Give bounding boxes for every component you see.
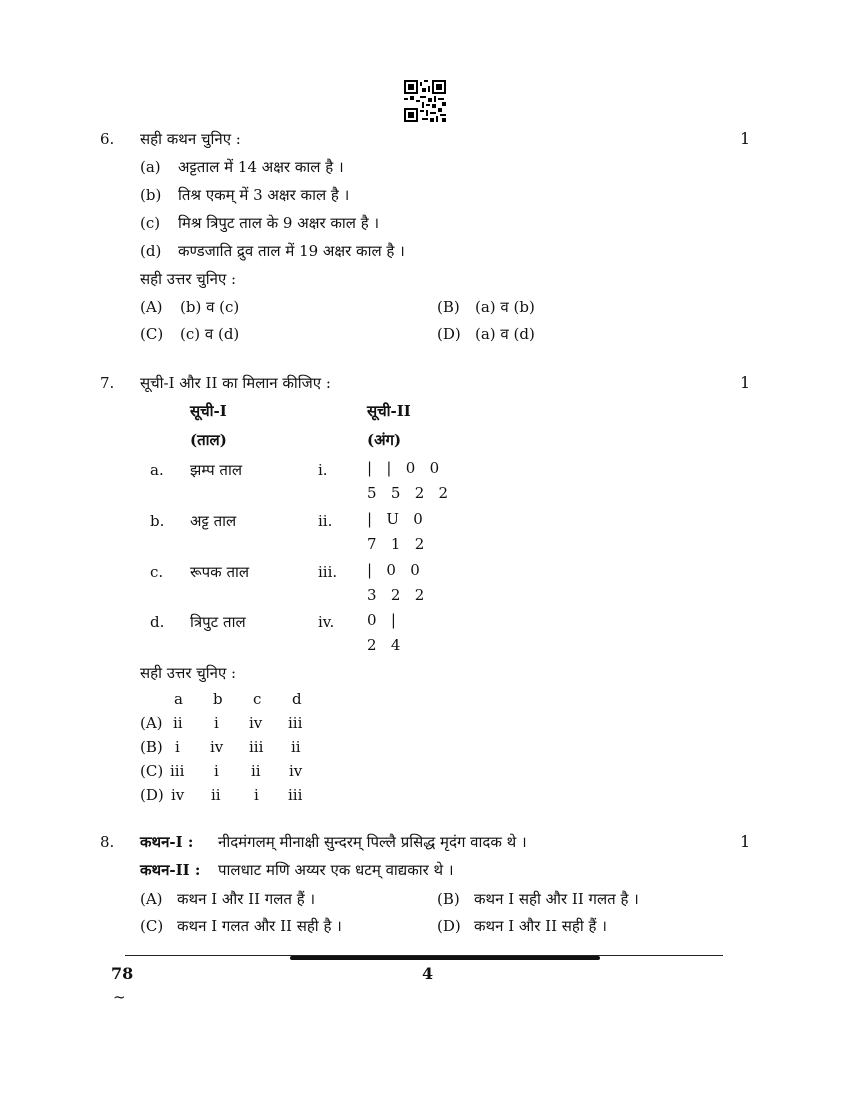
- q8-option-b-label[interactable]: (B): [437, 890, 460, 908]
- list2-item-label: i.: [318, 461, 328, 479]
- q6-option-d-text[interactable]: (a) व (d): [475, 325, 535, 343]
- list2-header: सूची-II: [367, 402, 411, 420]
- list2-item-symbols: | 0 0: [367, 561, 420, 579]
- list2-item-numbers: 3 2 2: [367, 586, 425, 604]
- q8-statement1-text: नीदमंगलम् मीनाक्षी सुन्दरम् पिल्लै प्रसिद्ध मृदंग वादक थे ।: [218, 833, 527, 851]
- q6-stem: सही कथन चुनिए :: [140, 130, 241, 148]
- answer-col-header: b: [213, 690, 223, 708]
- q8-option-d-text[interactable]: कथन I और II सही हैं ।: [474, 917, 607, 935]
- q6-statement-text: अट्टताल में 14 अक्षर काल है ।: [178, 158, 344, 176]
- answer-col-header: a: [174, 690, 183, 708]
- paper-code: 78: [111, 964, 134, 983]
- q8-option-c-label[interactable]: (C): [140, 917, 164, 935]
- q6-option-c-label[interactable]: (C): [140, 325, 164, 343]
- q8-option-d-label[interactable]: (D): [437, 917, 461, 935]
- list1-header: सूची-I: [190, 402, 227, 420]
- list1-item-text: झम्प ताल: [190, 461, 243, 479]
- q7-marks: 1: [740, 373, 751, 392]
- q6-answer-prompt: सही उत्तर चुनिए :: [140, 270, 237, 288]
- q8-option-c-text[interactable]: कथन I गलत और II सही है ।: [177, 917, 342, 935]
- list2-item-label: ii.: [318, 512, 333, 530]
- answer-cell: i: [254, 786, 259, 804]
- q6-option-a-text[interactable]: (b) व (c): [180, 298, 240, 316]
- footer-tilde: ~: [113, 988, 126, 1006]
- q8-marks: 1: [740, 832, 751, 851]
- q6-statement-label: (a): [140, 158, 161, 176]
- q7-option-a-label[interactable]: (A): [140, 714, 163, 732]
- answer-col-header: c: [253, 690, 262, 708]
- q7-option-b-label[interactable]: (B): [140, 738, 163, 756]
- answer-cell: iii: [170, 762, 185, 780]
- answer-cell: iv: [249, 714, 263, 732]
- q6-option-b-label[interactable]: (B): [437, 298, 460, 316]
- q6-statement-label: (c): [140, 214, 161, 232]
- answer-cell: ii: [291, 738, 301, 756]
- answer-cell: iv: [210, 738, 224, 756]
- list2-item-numbers: 5 5 2 2: [367, 484, 449, 502]
- answer-cell: iv: [171, 786, 185, 804]
- answer-cell: iii: [288, 786, 303, 804]
- q6-option-c-text[interactable]: (c) व (d): [180, 325, 240, 343]
- q6-statement-label: (b): [140, 186, 162, 204]
- list2-item-label: iii.: [318, 563, 338, 581]
- q6-option-a-label[interactable]: (A): [140, 298, 163, 316]
- q8-statement1-label: कथन-I :: [140, 833, 194, 851]
- q6-marks: 1: [740, 129, 751, 148]
- answer-cell: ii: [211, 786, 221, 804]
- list1-subheader: (ताल): [190, 431, 227, 449]
- list1-item-label: d.: [150, 613, 165, 631]
- list2-item-label: iv.: [318, 613, 335, 631]
- answer-cell: i: [214, 714, 219, 732]
- q6-option-d-label[interactable]: (D): [437, 325, 461, 343]
- list1-item-text: रूपक ताल: [190, 563, 250, 581]
- q6-statement-label: (d): [140, 242, 162, 260]
- answer-cell: iv: [289, 762, 303, 780]
- answer-cell: i: [214, 762, 219, 780]
- q6-option-b-text[interactable]: (a) व (b): [475, 298, 535, 316]
- qr-code: [404, 80, 446, 122]
- list2-item-symbols: 0 |: [367, 611, 396, 629]
- q7-number: 7.: [100, 374, 115, 392]
- q8-statement2-text: पालधाट मणि अय्यर एक धटम् वाद्यकार थे ।: [218, 861, 454, 879]
- q8-option-a-label[interactable]: (A): [140, 890, 163, 908]
- q8-statement2-label: कथन-II :: [140, 861, 201, 879]
- answer-cell: iii: [288, 714, 303, 732]
- q6-statement-text: कण्डजाति द्रुव ताल में 19 अक्षर काल है ।: [178, 242, 405, 260]
- answer-cell: ii: [251, 762, 261, 780]
- q7-stem: सूची-I और II का मिलान कीजिए :: [140, 374, 331, 392]
- answer-cell: ii: [173, 714, 183, 732]
- q7-option-c-label[interactable]: (C): [140, 762, 164, 780]
- list1-item-label: c.: [150, 563, 164, 581]
- footer-divider-accent: [290, 956, 600, 960]
- list2-item-numbers: 7 1 2: [367, 535, 425, 553]
- q8-number: 8.: [100, 833, 115, 851]
- list2-subheader: (अंग): [367, 431, 402, 449]
- answer-cell: i: [175, 738, 180, 756]
- q6-statement-text: तिश्र एकम् में 3 अक्षर काल है ।: [178, 186, 350, 204]
- page-number: 4: [422, 964, 434, 983]
- answer-col-header: d: [292, 690, 302, 708]
- list2-item-symbols: | U 0: [367, 510, 423, 528]
- q7-answer-prompt: सही उत्तर चुनिए :: [140, 664, 237, 682]
- list1-item-text: त्रिपुट ताल: [190, 613, 246, 631]
- q7-option-d-label[interactable]: (D): [140, 786, 164, 804]
- answer-cell: iii: [249, 738, 264, 756]
- list2-item-symbols: | | 0 0: [367, 459, 440, 477]
- list1-item-text: अट्ट ताल: [190, 512, 237, 530]
- q6-number: 6.: [100, 130, 115, 148]
- q8-option-a-text[interactable]: कथन I और II गलत हैं ।: [177, 890, 316, 908]
- list2-item-numbers: 2 4: [367, 636, 401, 654]
- q6-statement-text: मिश्र त्रिपुट ताल के 9 अक्षर काल है ।: [178, 214, 380, 232]
- list1-item-label: b.: [150, 512, 165, 530]
- q8-option-b-text[interactable]: कथन I सही और II गलत है ।: [474, 890, 639, 908]
- list1-item-label: a.: [150, 461, 164, 479]
